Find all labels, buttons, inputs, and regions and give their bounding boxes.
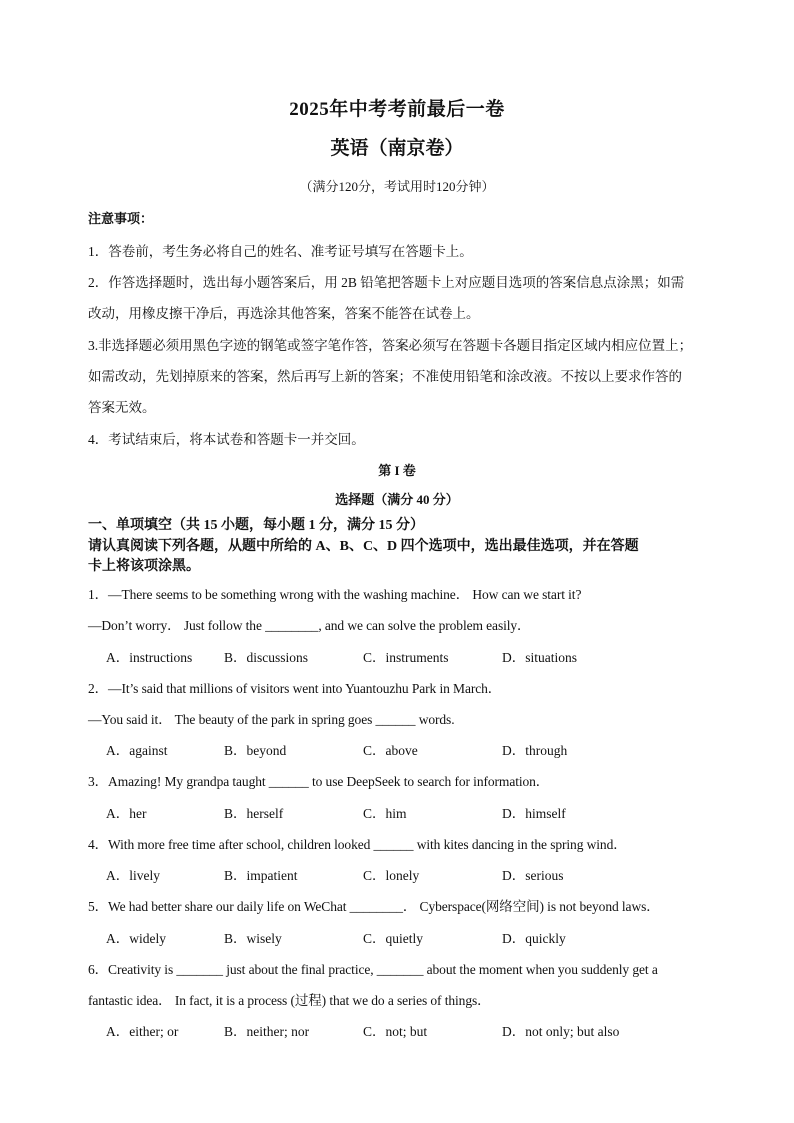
- note-line: 2．作答选择题时，选出每小题答案后，用 2B 铅笔把答题卡上对应题目选项的答案信息点涂黑；如需: [88, 275, 685, 290]
- option-d: D．situations: [502, 650, 578, 665]
- note-line: 4．考试结束后，将本试卷和答题卡一并交回。: [88, 432, 365, 447]
- score-info: （满分120分，考试用时120分钟）: [299, 179, 495, 194]
- question-5-line: 5．We had better share our daily life on WeChat ________． Cyberspace(网络空间) is not beyond laws．: [88, 899, 660, 914]
- option-b: B．neither; nor: [224, 1024, 310, 1039]
- option-c: C．him: [363, 806, 407, 821]
- question-2-options: [106, 739, 706, 757]
- option-c: C．instruments: [363, 650, 449, 665]
- question-1-line: 1．—There seems to be something wrong with the washing machine． How can we start it?: [88, 587, 582, 602]
- option-d: D．serious: [502, 868, 564, 883]
- note-line: 答案无效。: [88, 400, 156, 415]
- exam-title: 2025年中考考前最后一卷: [289, 99, 505, 120]
- section-instruction: 请认真阅读下列各题，从题中所给的 A、B、C、D 四个选项中，选出最佳选项，并在答题: [88, 539, 639, 554]
- question-5-options: [106, 927, 706, 945]
- option-a: A．instructions: [106, 650, 193, 665]
- option-a: A．lively: [106, 868, 160, 883]
- question-6-line: 6．Creativity is _______ just about the final practice, _______ about the moment when you suddenly get a: [88, 962, 658, 977]
- option-a: A．either; or: [106, 1024, 179, 1039]
- option-b: B．discussions: [224, 650, 309, 665]
- option-d: D．quickly: [502, 931, 566, 946]
- note-line: 3.非选择题必须用黑色字迹的钢笔或签字笔作答，答案必须写在答题卡各题目指定区域内相应位置上；: [88, 338, 693, 353]
- question-2-line: —You said it． The beauty of the park in spring goes ______ words.: [88, 712, 455, 727]
- question-3-options: [106, 802, 706, 820]
- option-b: B．herself: [224, 806, 284, 821]
- exam-subtitle: 英语（南京卷）: [330, 138, 464, 159]
- note-line: 1．答卷前，考生务必将自己的姓名、准考证号填写在答题卡上。: [88, 244, 473, 259]
- part-name: 第 I 卷: [378, 463, 416, 478]
- question-1-options: [106, 646, 706, 664]
- option-d: D．not only; but also: [502, 1024, 620, 1039]
- question-2-line: 2．—It’s said that millions of visitors went into Yuantouzhu Park in March．: [88, 681, 502, 696]
- question-6-line: fantastic idea． In fact, it is a process (过程) that we do a series of things．: [88, 993, 491, 1008]
- section-heading: 一、单项填空（共 15 小题，每小题 1 分，满分 15 分）: [88, 518, 424, 533]
- option-d: D．himself: [502, 806, 566, 821]
- question-6-options: [106, 1020, 706, 1038]
- question-3-line: 3．Amazing! My grandpa taught ______ to use DeepSeek to search for information．: [88, 774, 550, 789]
- option-a: A．her: [106, 806, 147, 821]
- option-b: B．beyond: [224, 743, 287, 758]
- note-line: 如需改动，先划掉原来的答案，然后再写上新的答案；不准使用铅笔和涂改液。不按以上要求作答的: [88, 369, 682, 384]
- option-a: A．widely: [106, 931, 166, 946]
- option-c: C．lonely: [363, 868, 420, 883]
- option-d: D．through: [502, 743, 568, 758]
- option-c: C．not; but: [363, 1024, 428, 1039]
- question-1-line: —Don’t worry． Just follow the ________, and we can solve the problem easily．: [88, 618, 531, 633]
- section-title: 选择题（满分 40 分）: [335, 492, 459, 507]
- option-a: A．against: [106, 743, 168, 758]
- notes-heading: 注意事项：: [88, 211, 154, 226]
- question-4-line: 4．With more free time after school, children looked ______ with kites dancing in the spring wind．: [88, 837, 627, 852]
- option-c: C．quietly: [363, 931, 423, 946]
- option-c: C．above: [363, 743, 418, 758]
- option-b: B．wisely: [224, 931, 282, 946]
- note-line: 改动，用橡皮擦干净后，再选涂其他答案，答案不能答在试卷上。: [88, 306, 480, 321]
- option-b: B．impatient: [224, 868, 298, 883]
- question-4-options: [106, 864, 706, 882]
- section-instruction: 卡上将该项涂黑。: [88, 559, 200, 574]
